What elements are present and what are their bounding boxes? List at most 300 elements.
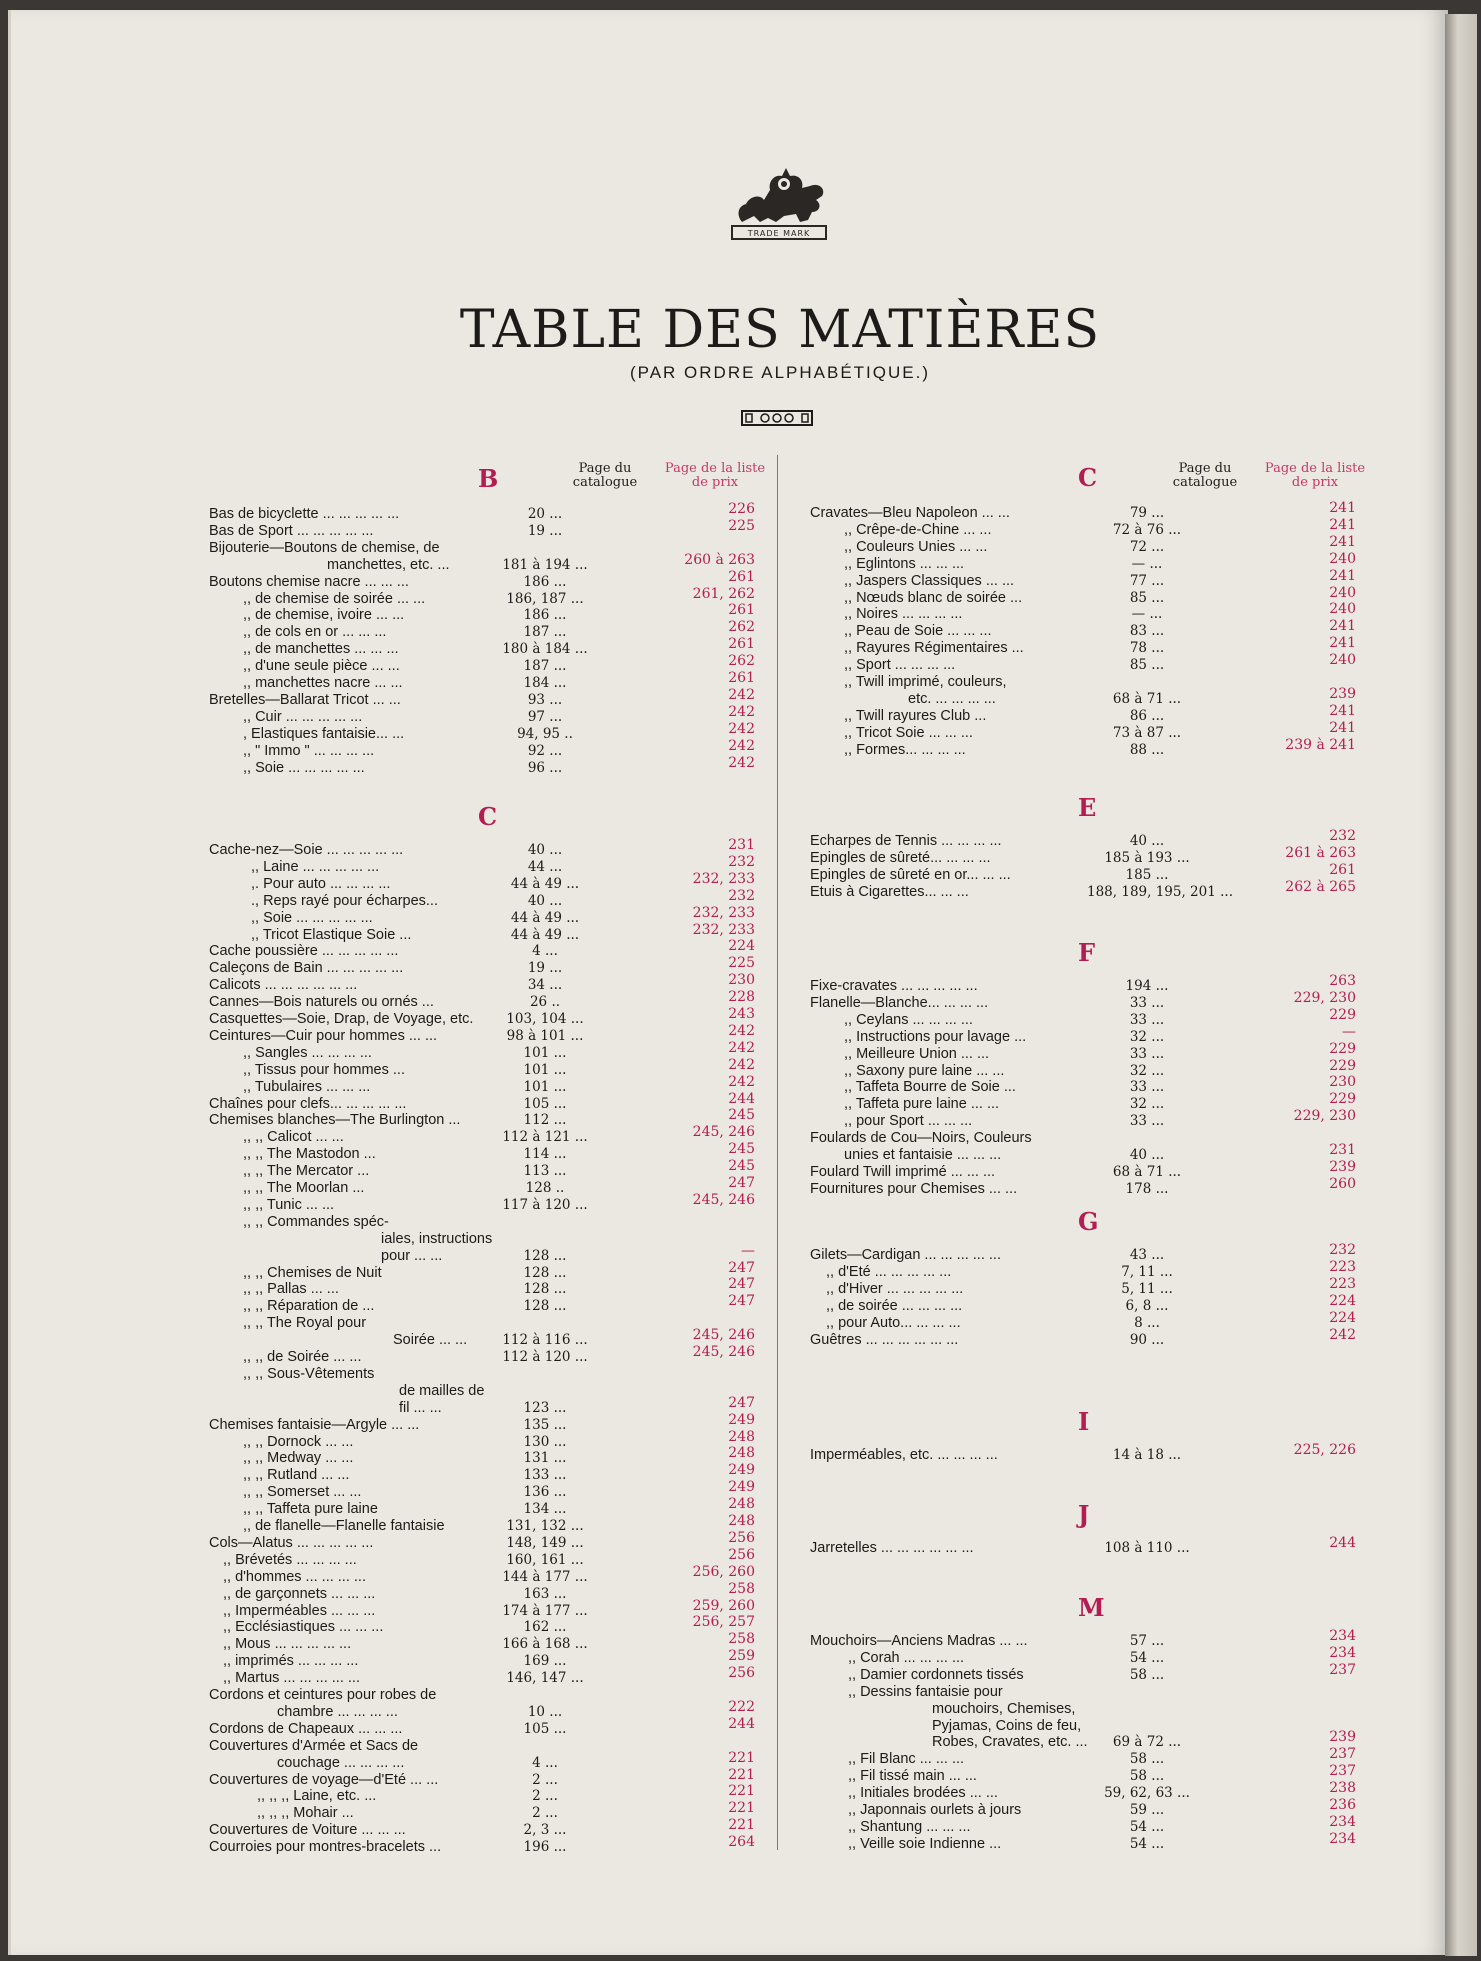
entry-price-page: 240 — [1329, 550, 1356, 567]
entry-label: manchettes, etc. ... — [327, 556, 450, 573]
entry-label: ,, Tricot Soie ... ... ... — [844, 724, 973, 741]
entry-catalogue-page: 10 ... — [527, 1703, 563, 1720]
entry-catalogue-page: 20 ... — [527, 506, 563, 522]
entry-label: Cordons de Chapeaux ... ... ... — [209, 1720, 403, 1737]
entry-price-page: 232 — [728, 887, 755, 904]
entry-label: Cravates—Bleu Napoleon ... ... — [810, 505, 1010, 521]
entry-catalogue-page: 123 ... — [523, 1399, 567, 1416]
entry-price-page: 242 — [728, 1056, 755, 1073]
section-letter-e: E — [1078, 793, 1097, 822]
entry-catalogue-page: 114 ... — [523, 1146, 567, 1163]
entry-catalogue-page: 187 ... — [523, 624, 567, 641]
section-letter-j: J — [1078, 1500, 1090, 1529]
entry-price-page: 256 — [728, 1529, 755, 1546]
entry-label: ,, Fil tissé main ... ... — [848, 1768, 977, 1785]
entry-label: ,, ,, ,, Mohair ... — [257, 1805, 354, 1822]
entry-catalogue-page: 188, 189, 195, 201 ... — [1087, 883, 1233, 900]
entry-catalogue-page: — ... — [1131, 555, 1163, 572]
entry-label: Guêtres ... ... ... ... ... ... — [810, 1331, 959, 1348]
entry-catalogue-page: 7, 11 ... — [1121, 1263, 1173, 1280]
trade-mark-logo — [724, 160, 834, 245]
entry-label: ,, Twill imprimé, couleurs, — [844, 674, 1007, 690]
entry-label: Couvertures de voyage—d'Eté ... ... — [209, 1771, 439, 1788]
entry-price-page: 231 — [728, 837, 755, 853]
entry-price-page: 222 — [728, 1698, 755, 1715]
entry-label: pour ... ... — [381, 1247, 443, 1264]
entry-label: Chemises blanches—The Burlington ... — [209, 1112, 461, 1129]
index-entry — [209, 1834, 769, 1856]
entry-label: ,, Mous ... ... ... ... ... — [223, 1636, 352, 1653]
entry-label: Ceintures—Cuir pour hommes ... ... — [209, 1027, 438, 1044]
page-catalogue-header: Page du catalogue — [572, 461, 638, 490]
entry-price-page: 245, 246 — [692, 1327, 755, 1344]
entry-price-page: 230 — [728, 972, 755, 989]
entry-catalogue-page: 79 ... — [1129, 505, 1165, 521]
index-entry — [810, 1535, 1370, 1557]
entry-label: ,, ,, Somerset ... ... — [243, 1484, 362, 1501]
entry-catalogue-page: 8 ... — [1134, 1314, 1160, 1331]
entry-price-page: — — [741, 1242, 755, 1259]
entry-price-page: 256 — [728, 1665, 755, 1682]
entry-label: Chemises fantaisie—Argyle ... ... — [209, 1416, 420, 1433]
index-entry — [810, 1830, 1370, 1853]
entry-price-page: 239 — [1329, 1158, 1356, 1175]
entry-price-page: 234 — [1329, 1830, 1356, 1847]
entry-price-page: 224 — [728, 938, 755, 955]
entry-price-page: 263 — [1329, 973, 1356, 989]
entry-label: ,, ,, Réparation de ... — [243, 1298, 375, 1315]
entry-catalogue-page: 58 ... — [1129, 1768, 1165, 1785]
entry-label: de mailles de — [399, 1382, 485, 1399]
entry-price-page: 256 — [728, 1546, 755, 1563]
entry-label: Fournitures pour Chemises ... ... — [810, 1180, 1018, 1197]
entry-label: ,, Shantung ... ... ... — [848, 1818, 971, 1835]
entry-catalogue-page: 181 à 194 ... — [502, 556, 588, 573]
index-entry — [810, 736, 1370, 759]
entry-price-page: 241 — [1329, 618, 1356, 635]
entry-price-page: 241 — [1329, 702, 1356, 719]
entry-catalogue-page: 2, 3 ... — [523, 1822, 567, 1839]
entry-label: ,, Japonnais ourlets à jours — [848, 1802, 1022, 1818]
entry-price-page: 232, 233 — [692, 921, 755, 938]
entry-label: ,, ,, Taffeta pure laine — [243, 1501, 378, 1518]
entry-catalogue-page: 112 à 120 ... — [502, 1349, 588, 1365]
entry-label: Casquettes—Soie, Drap, de Voyage, etc. — [209, 1011, 474, 1027]
entry-label: ,, Ceylans ... ... ... ... — [844, 1011, 973, 1028]
entry-label: Flanelle—Blanche... ... ... ... — [810, 994, 989, 1011]
page-catalogue-header: Page du catalogue — [1172, 461, 1238, 490]
entry-catalogue-page: 44 à 49 ... — [510, 926, 580, 943]
entry-label: ,, Taffeta Bourre de Soie ... — [844, 1079, 1016, 1096]
entry-price-page: 248 — [728, 1445, 755, 1462]
entry-catalogue-page: 130 ... — [523, 1433, 567, 1450]
entry-catalogue-page: 94, 95 .. — [517, 725, 573, 742]
entry-catalogue-page: 77 ... — [1129, 572, 1165, 589]
entry-label: ,, Damier cordonnets tissés — [848, 1666, 1024, 1683]
entry-catalogue-page: 58 ... — [1129, 1666, 1165, 1683]
index-entry — [810, 1661, 1370, 1684]
entry-label: ,, Twill rayures Club ... — [844, 707, 987, 724]
entry-price-page: 237 — [1329, 1746, 1356, 1763]
entry-catalogue-page: 4 ... — [532, 943, 558, 960]
entry-label: ,, Meilleure Union ... ... — [844, 1045, 990, 1062]
index-entry — [209, 1344, 769, 1366]
entry-price-page: 229, 230 — [1293, 989, 1356, 1006]
entry-label: Imperméables, etc. ... ... ... ... — [810, 1447, 998, 1463]
page-title: TABLE DES MATIÈRES — [459, 300, 1101, 360]
entry-price-page: 261 — [728, 602, 755, 619]
entry-label: Cache-nez—Soie ... ... ... ... ... — [209, 842, 404, 858]
entry-price-page: 249 — [728, 1411, 755, 1428]
entry-price-page: 234 — [1329, 1628, 1356, 1644]
entry-catalogue-page: 101 ... — [523, 1061, 567, 1078]
entry-catalogue-page: 33 ... — [1129, 1045, 1165, 1062]
entry-label: ,, Instructions pour lavage ... — [844, 1028, 1027, 1045]
entry-price-page: 221 — [728, 1783, 755, 1800]
index-entry — [810, 1326, 1370, 1349]
entry-label: chambre ... ... ... ... — [277, 1703, 398, 1720]
entry-label: ,, Taffeta pure laine ... ... — [844, 1096, 1000, 1113]
entry-label: ,, Nœuds blanc de soirée ... — [844, 589, 1023, 606]
entry-catalogue-page: 194 ... — [1125, 978, 1169, 994]
entry-label: ,, imprimés ... ... ... ... — [223, 1653, 359, 1670]
entry-catalogue-page: 44 ... — [527, 858, 563, 875]
entry-catalogue-page: 88 ... — [1129, 741, 1165, 758]
entry-price-page: 223 — [1329, 1275, 1356, 1292]
entry-label: Soirée ... ... — [393, 1332, 468, 1349]
entry-price-page: 232 — [728, 853, 755, 870]
entry-catalogue-page: 187 ... — [523, 658, 567, 675]
entry-price-page: 225 — [728, 517, 755, 534]
entry-price-page: 232, 233 — [692, 870, 755, 887]
entry-label: ,, ,, Calicot ... ... — [243, 1129, 344, 1146]
entry-price-page: 223 — [1329, 1258, 1356, 1275]
entry-label: ,, Eglintons ... ... ... — [844, 555, 965, 572]
entry-price-page: 241 — [1329, 567, 1356, 584]
entry-catalogue-page: 57 ... — [1129, 1633, 1165, 1649]
entry-label: Mouchoirs—Anciens Madras ... ... — [810, 1633, 1028, 1649]
entry-label: ,, d'Eté ... ... ... ... ... — [826, 1263, 952, 1280]
entry-price-page: 238 — [1329, 1780, 1356, 1797]
entry-label: ,, Soie ... ... ... ... ... — [251, 909, 373, 926]
entry-catalogue-page: 163 ... — [523, 1585, 567, 1602]
entry-catalogue-page: 185 à 193 ... — [1104, 849, 1190, 866]
entry-label: Foulard Twill imprimé ... ... ... — [810, 1163, 996, 1180]
entry-catalogue-page: 83 ... — [1129, 623, 1165, 640]
entry-label: Bretelles—Ballarat Tricot ... ... — [209, 691, 401, 708]
entry-price-page: 241 — [1329, 516, 1356, 533]
entry-catalogue-page: 196 ... — [523, 1839, 567, 1856]
entry-label: Couvertures d'Armée et Sacs de — [209, 1737, 419, 1754]
entry-catalogue-page: 128 ... — [523, 1298, 567, 1315]
entry-label: Epingles de sûreté en or... ... ... — [810, 866, 1011, 883]
entry-price-page: 229 — [1329, 1040, 1356, 1057]
entry-price-page: 261 — [728, 568, 755, 585]
entry-price-page: 245, 246 — [692, 1124, 755, 1141]
entry-catalogue-page: 105 ... — [523, 1095, 567, 1112]
index-entry — [209, 1191, 769, 1214]
index-entry — [810, 1684, 1370, 1701]
entry-price-page: 229 — [1329, 1091, 1356, 1108]
entry-catalogue-page: 44 à 49 ... — [510, 909, 580, 926]
page-price-list-header: Page de la liste de prix — [664, 461, 766, 490]
entry-label: ,, Jaspers Classiques ... ... — [844, 572, 1015, 589]
entry-label: ,, ,, Tunic ... ... — [243, 1196, 335, 1213]
entry-price-page: 228 — [728, 989, 755, 1006]
entry-label: ,, ,, The Moorlan ... — [243, 1180, 365, 1196]
entry-price-page: 221 — [728, 1766, 755, 1783]
index-entry — [209, 1293, 769, 1315]
entry-price-page: 256, 257 — [692, 1614, 755, 1631]
entry-catalogue-page: 33 ... — [1129, 1079, 1165, 1096]
entry-price-page: 245, 246 — [692, 1191, 755, 1208]
entry-price-page: 224 — [1329, 1309, 1356, 1326]
entry-price-page: 242 — [728, 720, 755, 737]
entry-label: ,, Soie ... ... ... ... ... — [243, 759, 365, 776]
entry-label: ,, ,, Sous-Vêtements — [243, 1365, 375, 1382]
entry-label: ,, ,, Medway ... ... — [243, 1450, 354, 1467]
entry-catalogue-page: 131 ... — [523, 1450, 567, 1467]
entry-price-page: 247 — [728, 1276, 755, 1293]
entry-catalogue-page: 128 ... — [523, 1281, 567, 1298]
entry-label: couchage ... ... ... ... — [277, 1754, 405, 1771]
entry-price-page: 261 — [728, 670, 755, 686]
entry-label: ,, " Immo " ... ... ... ... — [243, 742, 375, 759]
entry-label: Jarretelles ... ... ... ... ... ... — [810, 1540, 974, 1556]
entry-catalogue-page: 128 ... — [523, 1247, 567, 1264]
section-letter-i: I — [1078, 1407, 1090, 1436]
entry-label: ,, de chemise, ivoire ... ... — [243, 607, 405, 624]
entry-catalogue-page: 162 ... — [523, 1619, 567, 1636]
entry-price-page: 221 — [728, 1800, 755, 1817]
entry-catalogue-page: 54 ... — [1129, 1835, 1165, 1852]
entry-catalogue-page: 186 ... — [523, 573, 567, 590]
entry-label: Robes, Cravates, etc. ... — [932, 1734, 1088, 1751]
entry-catalogue-page: 117 à 120 ... — [502, 1196, 588, 1213]
entry-label: unies et fantaisie ... ... ... — [844, 1147, 1002, 1163]
entry-catalogue-page: 136 ... — [523, 1484, 567, 1501]
entry-catalogue-page: 4 ... — [532, 1754, 558, 1771]
entry-label: ,, Formes... ... ... ... — [844, 741, 966, 758]
entry-price-page: 241 — [1329, 635, 1356, 652]
trade-mark-text: TRADE MARK — [747, 229, 811, 238]
entry-label: ,, de cols en or ... ... ... — [243, 624, 387, 641]
entry-label: ,, ,, Commandes spéc- — [243, 1213, 389, 1230]
section-letter-f: F — [1078, 938, 1096, 967]
entry-price-page: 234 — [1329, 1813, 1356, 1830]
entry-price-page: 260 — [1329, 1175, 1356, 1192]
entry-label: ,, Rayures Régimentaires ... — [844, 640, 1024, 657]
entry-label: ,, Ecclésiastiques ... ... ... — [223, 1619, 384, 1636]
entry-label: ,, ,, ,, Laine, etc. ... — [257, 1788, 377, 1805]
entry-label: ,, Veille soie Indienne ... — [848, 1835, 1002, 1852]
section-letter-c: C — [1078, 463, 1098, 492]
entry-label: ,, Initiales brodées ... ... — [848, 1785, 998, 1802]
index-entry — [209, 1366, 769, 1383]
column-divider — [777, 455, 778, 1850]
entry-label: Caleçons de Bain ... ... ... ... ... — [209, 960, 404, 977]
section-letter-c: C — [478, 802, 498, 831]
entry-price-page: 225, 226 — [1293, 1442, 1356, 1458]
index-entry — [209, 1665, 769, 1687]
entry-catalogue-page: 78 ... — [1129, 640, 1165, 657]
entry-label: ,, ,, The Mastodon ... — [243, 1146, 376, 1163]
entry-price-page: 259, 260 — [692, 1597, 755, 1614]
entry-label: ,, Tissus pour hommes ... — [243, 1061, 405, 1078]
entry-catalogue-page: 101 ... — [523, 1044, 567, 1061]
entry-catalogue-page: 174 à 177 ... — [502, 1602, 588, 1619]
entry-label: ,, Fil Blanc ... ... ... — [848, 1751, 965, 1768]
entry-price-page: 261, 262 — [692, 585, 755, 602]
entry-price-page: 243 — [728, 1006, 755, 1022]
entry-label: ,, ,, Dornock ... ... — [243, 1433, 354, 1450]
entry-catalogue-page: 133 ... — [523, 1467, 567, 1484]
entry-catalogue-page: 148, 149 ... — [506, 1534, 584, 1551]
entry-price-page: 247 — [728, 1175, 755, 1191]
ornament-divider — [741, 410, 813, 426]
entry-label: Cordons et ceintures pour robes de — [209, 1687, 437, 1703]
entry-catalogue-page: 112 à 121 ... — [502, 1129, 588, 1146]
entry-price-page: 262 — [728, 653, 755, 670]
entry-catalogue-page: 108 à 110 ... — [1104, 1540, 1190, 1556]
entry-label: Cannes—Bois naturels ou ornés ... — [209, 994, 434, 1011]
entry-catalogue-page: 72 ... — [1129, 538, 1165, 555]
entry-catalogue-page: 54 ... — [1129, 1649, 1165, 1666]
entry-label: ,, Sangles ... ... ... ... — [243, 1044, 372, 1061]
entry-label: ,, Crêpe-de-Chine ... ... — [844, 521, 992, 538]
entry-label: ,, pour Sport ... ... ... — [844, 1113, 973, 1130]
entry-catalogue-page: 186, 187 ... — [506, 590, 584, 607]
entry-catalogue-page: 33 ... — [1129, 994, 1165, 1011]
entry-price-page: 244 — [728, 1090, 755, 1107]
entry-catalogue-page: 96 ... — [527, 759, 563, 776]
entry-price-page: 225 — [728, 955, 755, 972]
entry-catalogue-page: 44 à 49 ... — [510, 875, 580, 892]
entry-catalogue-page: 169 ... — [523, 1653, 567, 1670]
entry-label: Bijouterie—Boutons de chemise, de — [209, 539, 440, 556]
entry-label: ,, Dessins fantaisie pour — [848, 1683, 1003, 1700]
index-entry — [209, 1715, 769, 1738]
entry-label: Cache poussière ... ... ... ... ... — [209, 943, 399, 960]
entry-catalogue-page: 180 à 184 ... — [502, 641, 588, 658]
section-letter-g: G — [1078, 1207, 1099, 1236]
entry-label: ,, d'Hiver ... ... ... ... ... — [826, 1280, 964, 1297]
entry-price-page: 242 — [728, 686, 755, 703]
entry-catalogue-page: 19 ... — [527, 522, 563, 539]
entry-price-page: 236 — [1329, 1797, 1356, 1813]
entry-price-page: 229 — [1329, 1057, 1356, 1074]
entry-price-page: 240 — [1329, 584, 1356, 601]
entry-label: ,, Noires ... ... ... ... — [844, 606, 963, 623]
entry-label: Bas de bicyclette ... ... ... ... ... — [209, 506, 400, 522]
entry-catalogue-page: 112 à 116 ... — [502, 1332, 588, 1349]
entry-catalogue-page: 2 ... — [532, 1771, 558, 1788]
entry-label: , Elastiques fantaisie... ... — [243, 725, 405, 742]
entry-label: ,, de flanelle—Flanelle fantaisie — [243, 1518, 445, 1534]
entry-price-page: 258 — [728, 1580, 755, 1597]
entry-catalogue-page: 184 ... — [523, 675, 567, 691]
entry-label: Bas de Sport ... ... ... ... ... — [209, 522, 374, 539]
entry-label: iales, instructions — [381, 1230, 493, 1247]
entry-price-page: 229, 230 — [1293, 1108, 1356, 1125]
entry-price-page: 262 — [728, 619, 755, 636]
entry-label: ,, ,, de Soirée ... ... — [243, 1349, 362, 1365]
entry-price-page: 242 — [728, 1073, 755, 1090]
entry-price-page: 245 — [728, 1141, 755, 1158]
section-letter-m: M — [1078, 1593, 1105, 1622]
entry-price-page: 242 — [728, 754, 755, 771]
entry-price-page: 232, 233 — [692, 904, 755, 921]
entry-price-page: 249 — [728, 1479, 755, 1496]
entry-price-page: 260 à 263 — [684, 551, 755, 568]
entry-label: ,, de manchettes ... ... ... — [243, 641, 399, 658]
entry-catalogue-page: 185 ... — [1125, 866, 1169, 883]
entry-catalogue-page: 97 ... — [527, 708, 563, 725]
index-entry — [810, 878, 1370, 901]
entry-label: ,, Tubulaires ... ... ... — [243, 1078, 371, 1095]
index-entry — [810, 1701, 1370, 1718]
entry-label: ,, de garçonnets ... ... ... — [223, 1585, 376, 1602]
entry-price-page: 221 — [728, 1749, 755, 1766]
entry-catalogue-page: 86 ... — [1129, 707, 1165, 724]
entry-catalogue-page: 69 à 72 ... — [1112, 1734, 1182, 1751]
entry-price-page: 239 — [1329, 685, 1356, 702]
entry-label: ., Reps rayé pour écharpes... — [251, 892, 438, 909]
entry-catalogue-page: 40 ... — [1129, 1147, 1165, 1163]
entry-label: ,, d'hommes ... ... ... ... — [223, 1568, 366, 1585]
entry-price-page: 241 — [1329, 533, 1356, 550]
entry-price-page: 242 — [728, 737, 755, 754]
entry-label: Pyjamas, Coins de feu, — [932, 1717, 1082, 1734]
section-letter-b: B — [478, 464, 499, 493]
entry-price-page: 239 à 241 — [1285, 736, 1356, 753]
page-price-list-header: Page de la liste de prix — [1264, 461, 1366, 490]
entry-catalogue-page: 112 ... — [523, 1112, 567, 1129]
entry-price-page: 229 — [1329, 1006, 1356, 1023]
entry-price-page: 261 à 263 — [1285, 844, 1356, 861]
entry-price-page: 247 — [728, 1394, 755, 1411]
entry-catalogue-page: 68 à 71 ... — [1112, 690, 1182, 707]
entry-price-page: 224 — [1329, 1292, 1356, 1309]
entry-price-page: 247 — [728, 1293, 755, 1310]
entry-label: ,, Couleurs Unies ... ... — [844, 538, 988, 555]
entry-catalogue-page: 146, 147 ... — [506, 1670, 584, 1687]
entry-label: Chaînes pour clefs... ... ... ... ... — [209, 1095, 407, 1112]
entry-price-page: 248 — [728, 1513, 755, 1529]
entry-catalogue-page: 34 ... — [527, 977, 563, 994]
entry-label: ,, Corah ... ... ... ... — [848, 1649, 965, 1666]
entry-label: ,, Tricot Elastique Soie ... — [251, 926, 412, 943]
entry-price-page: 244 — [728, 1715, 755, 1732]
entry-catalogue-page: 103, 104 ... — [506, 1011, 584, 1027]
entry-catalogue-page: — ... — [1131, 606, 1163, 623]
entry-price-page: 245 — [728, 1107, 755, 1124]
entry-catalogue-page: 128 .. — [525, 1180, 565, 1196]
entry-price-page: 262 à 265 — [1285, 878, 1356, 895]
entry-price-page: 256, 260 — [692, 1563, 755, 1580]
entry-catalogue-page: 59, 62, 63 ... — [1104, 1785, 1190, 1802]
entry-price-page: 259 — [728, 1648, 755, 1665]
entry-price-page: 241 — [1329, 500, 1356, 516]
index-entry — [810, 1108, 1370, 1130]
entry-price-page: 242 — [728, 1039, 755, 1056]
entry-price-page: 245, 246 — [692, 1344, 755, 1360]
entry-label: ,, Saxony pure laine ... ... — [844, 1062, 1005, 1079]
entry-price-page: 242 — [728, 1022, 755, 1039]
entry-label: ,, Laine ... ... ... ... ... — [251, 858, 380, 875]
entry-catalogue-page: 166 à 168 ... — [502, 1636, 588, 1653]
entry-price-page: 240 — [1329, 601, 1356, 618]
